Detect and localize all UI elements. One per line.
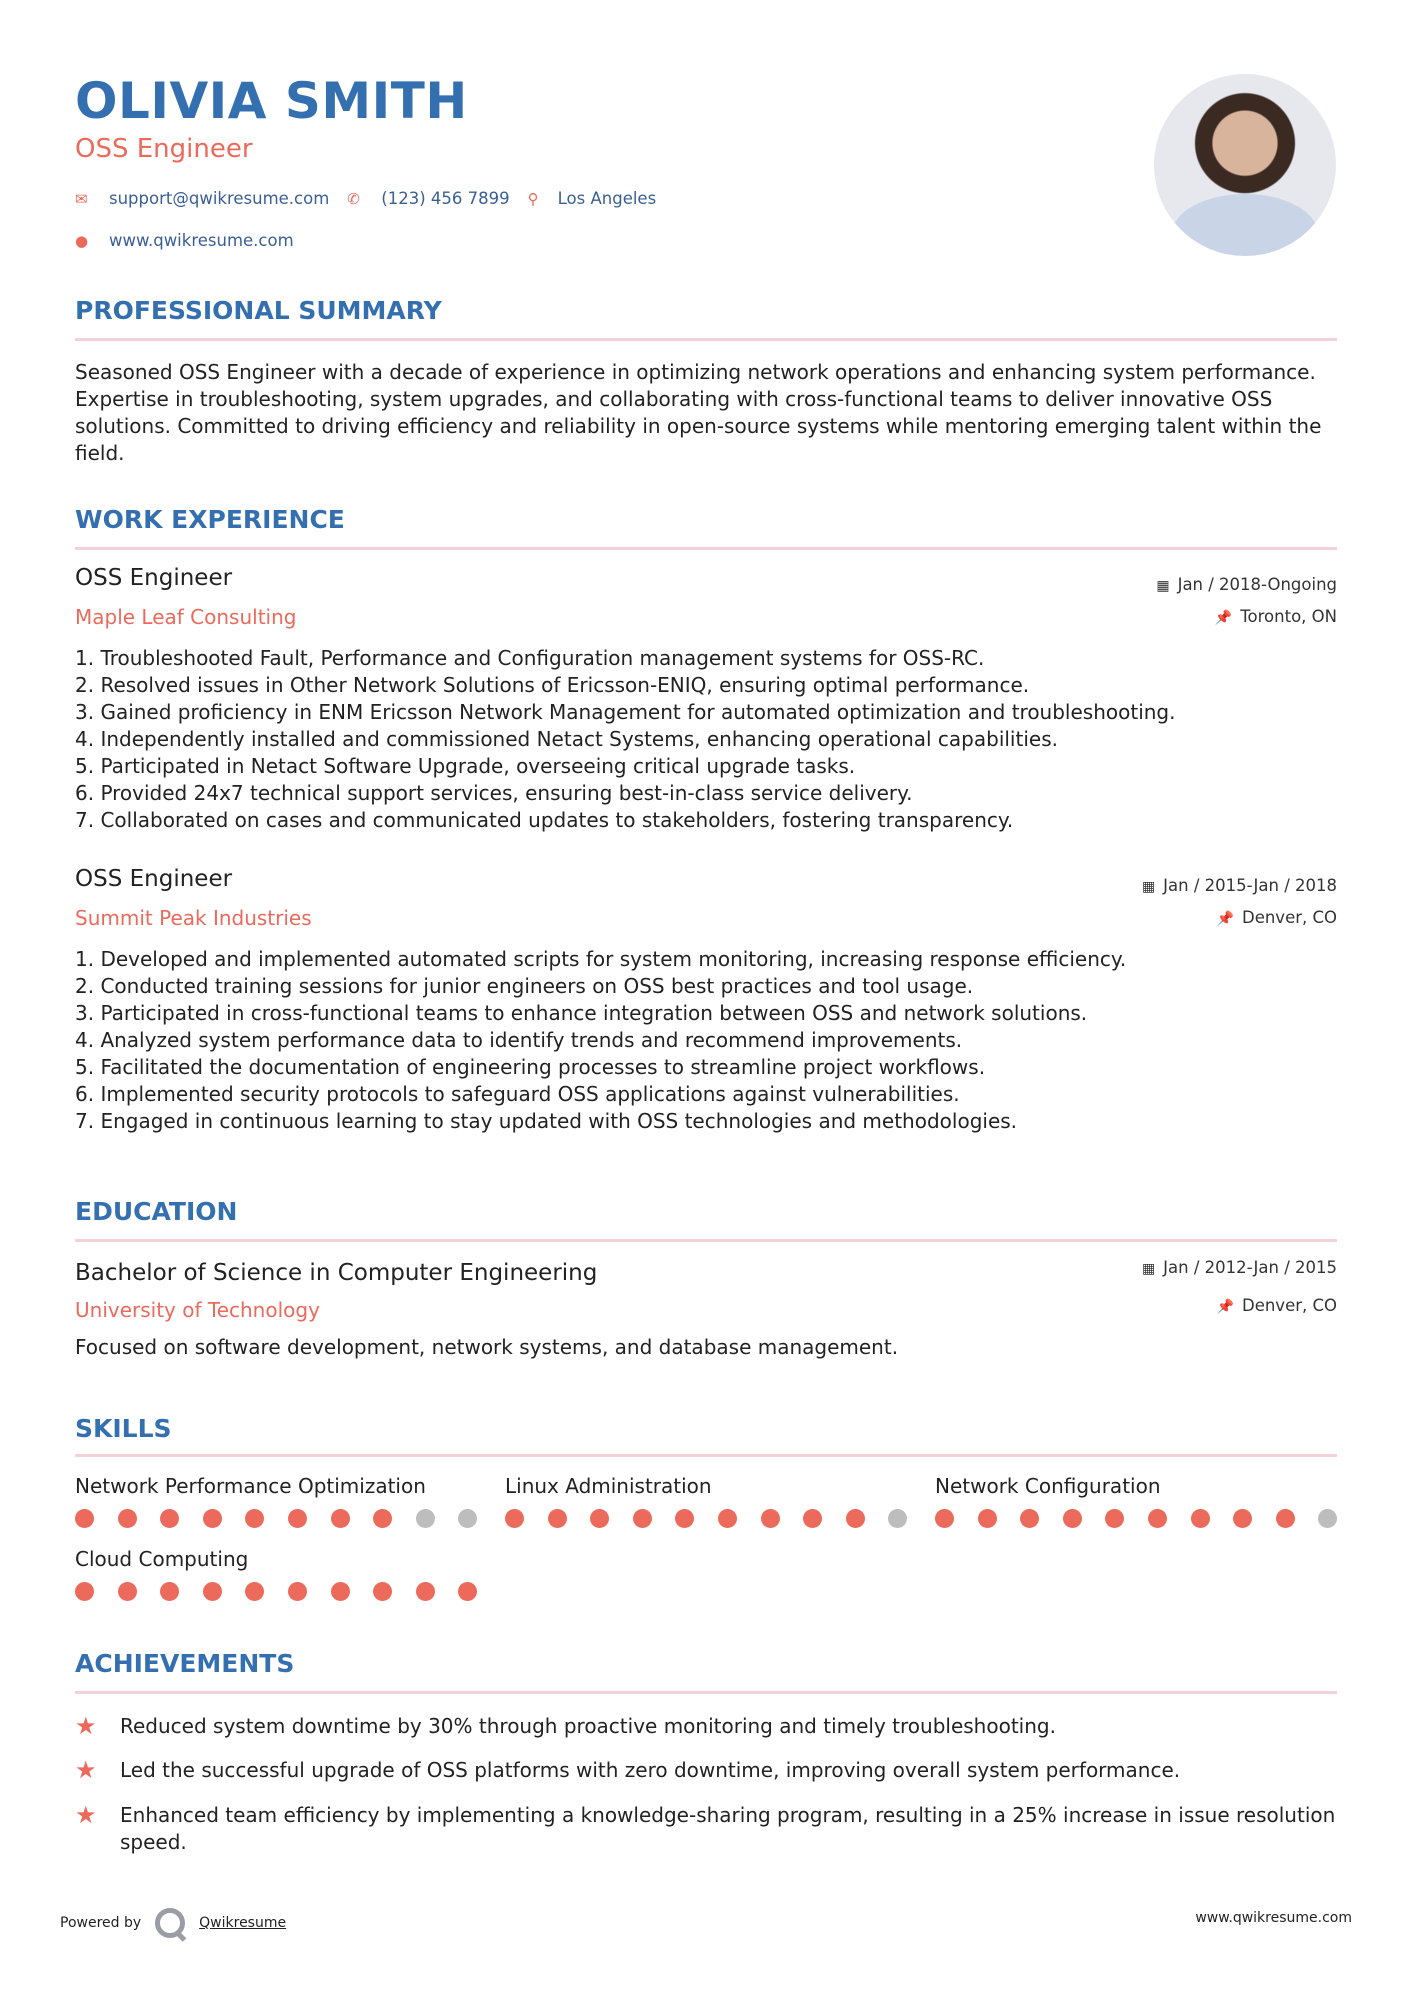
section-heading-experience: WORK EXPERIENCE — [75, 505, 345, 534]
rating-dot-filled — [160, 1509, 179, 1528]
rating-dot-filled — [935, 1509, 954, 1528]
rating-dot-filled — [846, 1509, 865, 1528]
bullet-item: 7. Collaborated on cases and communicated updates to stakeholders, fostering transparency. — [75, 808, 1014, 832]
skill-item — [75, 1474, 477, 1528]
star-icon: ★ — [75, 1801, 97, 1829]
rating-dot-filled — [288, 1509, 307, 1528]
qwikresume-logo-icon — [155, 1908, 185, 1938]
bullet-item: 3. Gained proficiency in ENM Ericsson Network Management for automated optimization and troubleshooting. — [75, 700, 1176, 724]
rating-dot-filled — [548, 1509, 567, 1528]
rating-dot-filled — [1020, 1509, 1039, 1528]
job-location: 📌 Denver, CO — [1216, 908, 1337, 927]
pushpin-icon: 📌 — [1216, 911, 1234, 927]
pushpin-icon: 📌 — [1216, 1299, 1234, 1315]
rating-dot-filled — [633, 1509, 652, 1528]
rating-dot-filled — [1191, 1509, 1210, 1528]
candidate-name: OLIVIA SMITH — [75, 72, 468, 130]
calendar-icon: ▦ — [1156, 578, 1170, 594]
qwikresume-link[interactable]: Qwikresume — [199, 1915, 287, 1931]
candidate-title: OSS Engineer — [75, 134, 253, 164]
rating-dot-filled — [590, 1509, 609, 1528]
phone-icon: ✆ — [347, 189, 360, 208]
rating-dot-filled — [203, 1582, 222, 1601]
rating-dot-filled — [203, 1509, 222, 1528]
skill-rating — [75, 1582, 477, 1601]
achievement-item: ★ Led the successful upgrade of OSS platforms with zero downtime, improving overall system performance. — [75, 1756, 1181, 1784]
bullet-item: 5. Facilitated the documentation of engineering processes to streamline project workflows. — [75, 1055, 986, 1079]
bullet-item: 1. Troubleshooted Fault, Performance and Configuration management systems for OSS-RC. — [75, 646, 985, 670]
rating-dot-filled — [118, 1509, 137, 1528]
rating-dot-filled — [331, 1582, 350, 1601]
rating-dot-filled — [718, 1509, 737, 1528]
skill-rating — [75, 1509, 477, 1528]
achievement-item: ★ Reduced system downtime by 30% through proactive monitoring and timely troubleshooting. — [75, 1712, 1056, 1740]
contact-row — [75, 189, 656, 208]
bullet-item: 6. Implemented security protocols to safeguard OSS applications against vulnerabilities. — [75, 1082, 960, 1106]
job-company: Maple Leaf Consulting — [75, 605, 297, 629]
job-date: ▦ Jan / 2015-Jan / 2018 — [1141, 876, 1337, 895]
bullet-item: 7. Engaged in continuous learning to stay updated with OSS technologies and methodologies. — [75, 1109, 1018, 1133]
rating-dot-filled — [373, 1582, 392, 1601]
rating-dot-filled — [803, 1509, 822, 1528]
job-company: Summit Peak Industries — [75, 906, 312, 930]
rating-dot-filled — [160, 1582, 179, 1601]
divider — [75, 547, 1337, 550]
degree: Bachelor of Science in Computer Engineering — [75, 1260, 598, 1286]
job-bullets — [75, 645, 1337, 834]
divider — [75, 1239, 1337, 1242]
rating-dot-filled — [1233, 1509, 1252, 1528]
rating-dot-filled — [331, 1509, 350, 1528]
education-date: ▦ Jan / 2012-Jan / 2015 — [1141, 1258, 1337, 1277]
section-heading-summary: PROFESSIONAL SUMMARY — [75, 296, 442, 325]
bullet-item: 2. Conducted training sessions for junior engineers on OSS best practices and tool usage. — [75, 974, 974, 998]
section-heading-achievements: ACHIEVEMENTS — [75, 1649, 295, 1678]
globe-icon: ● — [75, 231, 89, 250]
rating-dot-filled — [458, 1582, 477, 1601]
skill-name: Linux Administration — [505, 1474, 712, 1498]
email-link[interactable]: support@qwikresume.com — [109, 189, 330, 208]
bullet-item: 4. Analyzed system performance data to identify trends and recommend improvements. — [75, 1028, 963, 1052]
rating-dot-filled — [675, 1509, 694, 1528]
powered-by-label: Powered by — [60, 1915, 142, 1931]
website-link[interactable]: www.qwikresume.com — [109, 231, 294, 250]
location-pin-icon: ⚲ — [527, 189, 539, 208]
rating-dot-filled — [118, 1582, 137, 1601]
rating-dot-filled — [75, 1509, 94, 1528]
job-title: OSS Engineer — [75, 565, 233, 591]
divider — [75, 1454, 1337, 1457]
summary-text: Seasoned OSS Engineer with a decade of experience in optimizing network operations and enhancing system performance. Expertise in troubleshooting, system upgrades, and collaborating with cross-functional teams to deliver innovative OSS solutions. Committed to driving efficiency and reliability in open-source systems while mentoring emerging talent within the field. — [75, 360, 1322, 465]
phone-text: (123) 456 7899 — [381, 189, 510, 208]
rating-dot-filled — [1105, 1509, 1124, 1528]
bullet-item: 3. Participated in cross-functional teams to enhance integration between OSS and network solutions. — [75, 1001, 1088, 1025]
rating-dot-filled — [416, 1582, 435, 1601]
profile-photo — [1154, 74, 1336, 256]
rating-dot-filled — [978, 1509, 997, 1528]
footer-website[interactable]: www.qwikresume.com — [1195, 1910, 1352, 1926]
bullet-item: 6. Provided 24x7 technical support services, ensuring best-in-class service delivery. — [75, 781, 913, 805]
skill-name: Network Performance Optimization — [75, 1474, 426, 1498]
rating-dot-filled — [245, 1509, 264, 1528]
rating-dot-filled — [761, 1509, 780, 1528]
calendar-icon: ▦ — [1141, 1261, 1156, 1277]
rating-dot-filled — [505, 1509, 524, 1528]
rating-dot-filled — [1148, 1509, 1167, 1528]
divider — [75, 1691, 1337, 1694]
rating-dot-filled — [245, 1582, 264, 1601]
calendar-icon: ▦ — [1141, 879, 1156, 895]
bullet-item: 1. Developed and implemented automated scripts for system monitoring, increasing response efficiency. — [75, 947, 1127, 971]
rating-dot-filled — [1276, 1509, 1295, 1528]
star-icon: ★ — [75, 1756, 97, 1784]
skill-name: Network Configuration — [935, 1474, 1161, 1498]
rating-dot-empty — [888, 1509, 907, 1528]
skill-item — [75, 1547, 477, 1601]
rating-dot-empty — [458, 1509, 477, 1528]
footer-powered-by — [60, 1908, 286, 1938]
bullet-item: 5. Participated in Netact Software Upgrade, overseeing critical upgrade tasks. — [75, 754, 856, 778]
skill-name: Cloud Computing — [75, 1547, 249, 1571]
skill-item — [935, 1474, 1337, 1528]
section-heading-education: EDUCATION — [75, 1197, 238, 1226]
bullet-item: 2. Resolved issues in Other Network Solutions of Ericsson-ENIQ, ensuring optimal performance. — [75, 673, 1030, 697]
rating-dot-filled — [1063, 1509, 1082, 1528]
rating-dot-filled — [75, 1582, 94, 1601]
website-row — [75, 231, 294, 250]
email-icon: ✉ — [75, 189, 88, 208]
skill-item — [505, 1474, 907, 1528]
bullet-item: 4. Independently installed and commissioned Netact Systems, enhancing operational capabilities. — [75, 727, 1058, 751]
skill-rating — [505, 1509, 907, 1528]
rating-dot-empty — [1318, 1509, 1337, 1528]
job-location: 📌 Toronto, ON — [1214, 607, 1337, 626]
rating-dot-filled — [373, 1509, 392, 1528]
education-location: 📌 Denver, CO — [1216, 1296, 1337, 1315]
pushpin-icon: 📌 — [1214, 610, 1233, 626]
job-title: OSS Engineer — [75, 866, 233, 892]
rating-dot-filled — [288, 1582, 307, 1601]
job-bullets — [75, 946, 1337, 1135]
divider — [75, 338, 1337, 341]
location-text: Los Angeles — [557, 189, 657, 208]
skill-rating — [935, 1509, 1337, 1528]
section-heading-skills: SKILLS — [75, 1414, 172, 1443]
school: University of Technology — [75, 1298, 320, 1322]
achievement-item: ★ Enhanced team efficiency by implementing a knowledge-sharing program, resulting in a 25% increase in issue resolution speed. — [75, 1801, 1336, 1854]
education-description: Focused on software development, network systems, and database management. — [75, 1335, 899, 1359]
job-date: ▦ Jan / 2018-Ongoing — [1156, 575, 1337, 594]
rating-dot-empty — [416, 1509, 435, 1528]
star-icon: ★ — [75, 1712, 97, 1740]
